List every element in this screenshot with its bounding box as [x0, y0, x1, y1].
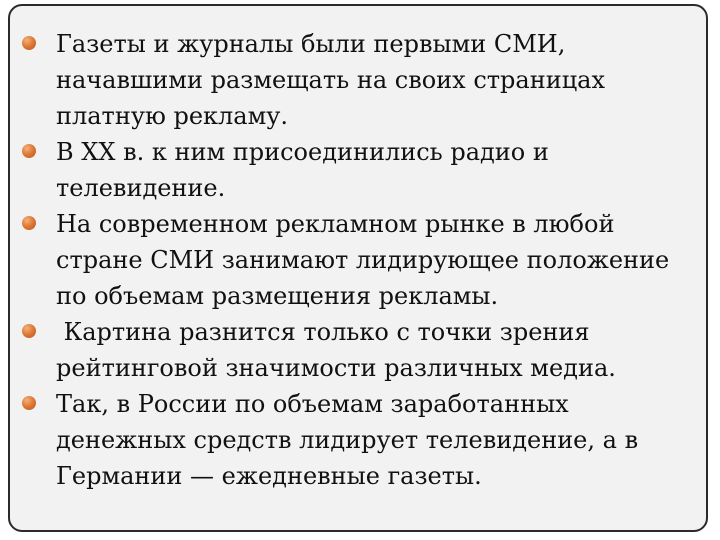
bullet-item	[10, 134, 708, 206]
bullet-dot-icon	[22, 36, 36, 50]
bullet-item	[10, 206, 708, 314]
bullet-text: Газеты и журналы были первыми СМИ, начавшими размещать на своих страницах платную рекламу.	[56, 30, 605, 130]
bullet-text: Так, в России по объемам заработанных денежных средств лидирует телевидение, а в Германии — ежедневные газеты.	[56, 390, 639, 490]
bullet-item	[10, 386, 708, 494]
bullet-dot-icon	[22, 144, 36, 158]
bullet-dot-icon	[22, 324, 36, 338]
bullet-item	[10, 26, 708, 134]
bullet-item	[10, 314, 708, 386]
bullet-text: На современном рекламном рынке в любой стране СМИ занимают лидирующее положение по объемам размещения рекламы.	[56, 210, 670, 310]
bullet-text: В XX в. к ним присоединились радио и телевидение.	[56, 138, 549, 202]
bullet-list	[10, 26, 708, 494]
bullet-text: Картина разнится только с точки зрения рейтинговой значимости различных медиа.	[56, 318, 616, 382]
bullet-dot-icon	[22, 216, 36, 230]
slide-frame	[8, 4, 708, 532]
bullet-dot-icon	[22, 396, 36, 410]
